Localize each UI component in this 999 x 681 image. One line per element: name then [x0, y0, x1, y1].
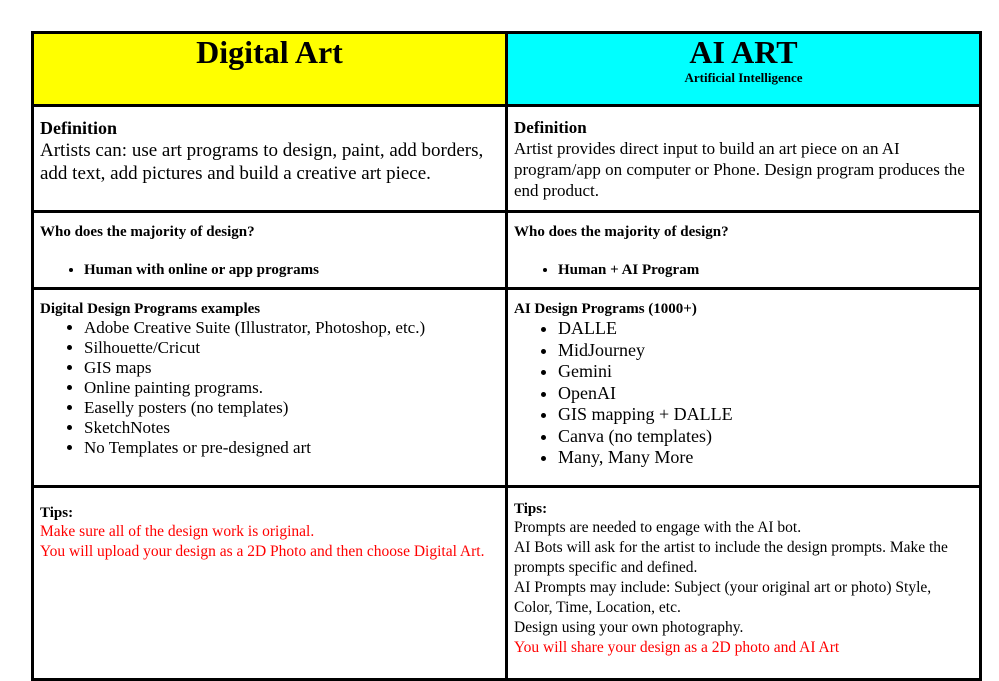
- digital-art-who-cell: [33, 212, 507, 289]
- digital-tip-line: You will upload your design as a 2D Photo and then choose Digital Art.: [40, 543, 485, 560]
- who-label: Who does the majority of design?: [40, 224, 255, 240]
- who-list: [40, 261, 499, 279]
- digital-art-header: [33, 33, 507, 106]
- digital-programs-label: Digital Design Programs examples: [40, 301, 261, 317]
- list-item: • Silhouette/Cricut: [84, 338, 499, 358]
- ai-art-who-cell: [507, 212, 981, 289]
- comparison-table: [31, 31, 982, 681]
- list-item: • Human + AI Program: [558, 261, 973, 279]
- header-row: [33, 33, 981, 106]
- digital-tips-cell: [33, 487, 507, 680]
- ai-tip-line: Prompts are needed to engage with the AI bot.: [514, 519, 802, 536]
- digital-art-definition-cell: [33, 106, 507, 212]
- digital-tip-line: Make sure all of the design work is original.: [40, 523, 315, 540]
- tips-label: Tips:: [514, 501, 548, 517]
- digital-programs-list: [40, 318, 499, 458]
- ai-tip-line: AI Prompts may include: Subject (your original art or photo) Style, Color, Time, Location, etc.: [514, 579, 932, 616]
- list-item: • Canva (no templates): [558, 426, 973, 448]
- who-row: [33, 212, 981, 289]
- ai-tip-red-line: You will share your design as a 2D photo and AI Art: [514, 639, 840, 656]
- definition-row: [33, 106, 981, 212]
- list-item: • GIS mapping + DALLE: [558, 404, 973, 426]
- ai-programs-cell: [507, 289, 981, 487]
- ai-tip-line: AI Bots will ask for the artist to include the design prompts. Make the prompts specific and defined.: [514, 539, 948, 576]
- list-item: • Adobe Creative Suite (Illustrator, Photoshop, etc.): [84, 318, 499, 338]
- list-item: • Online painting programs.: [84, 378, 499, 398]
- list-item: • Many, Many More: [558, 447, 973, 469]
- programs-row: [33, 289, 981, 487]
- who-list: [514, 261, 973, 279]
- list-item: • Easelly posters (no templates): [84, 398, 499, 418]
- ai-art-definition-text: Artist provides direct input to build an art piece on an AI program/app on computer or Phone. Design program produces the end product.: [514, 139, 965, 200]
- digital-art-title: Digital Art: [196, 34, 343, 70]
- ai-art-subtitle: Artificial Intelligence: [684, 70, 803, 85]
- ai-tip-line: Design using your own photography.: [514, 619, 744, 636]
- tips-row: [33, 487, 981, 680]
- ai-programs-label: AI Design Programs (1000+): [514, 301, 697, 317]
- definition-label: Definition: [40, 118, 118, 138]
- definition-label: Definition: [514, 118, 587, 137]
- digital-art-definition-text: Artists can: use art programs to design, paint, add borders, add text, add pictures and build a creative art piece.: [40, 140, 484, 184]
- list-item: • SketchNotes: [84, 418, 499, 438]
- list-item: • No Templates or pre-designed art: [84, 438, 499, 458]
- list-item: • DALLE: [558, 318, 973, 340]
- who-label: Who does the majority of design?: [514, 224, 729, 240]
- ai-programs-list: [514, 318, 973, 469]
- digital-programs-cell: [33, 289, 507, 487]
- ai-tips-cell: [507, 487, 981, 680]
- list-item: • Gemini: [558, 361, 973, 383]
- list-item: • MidJourney: [558, 340, 973, 362]
- list-item: • Human with online or app programs: [84, 261, 499, 279]
- list-item: • GIS maps: [84, 358, 499, 378]
- tips-label: Tips:: [40, 505, 74, 521]
- ai-art-header: [507, 33, 981, 106]
- list-item: • OpenAI: [558, 383, 973, 405]
- ai-art-title: AI ART: [689, 34, 798, 70]
- ai-art-definition-cell: [507, 106, 981, 212]
